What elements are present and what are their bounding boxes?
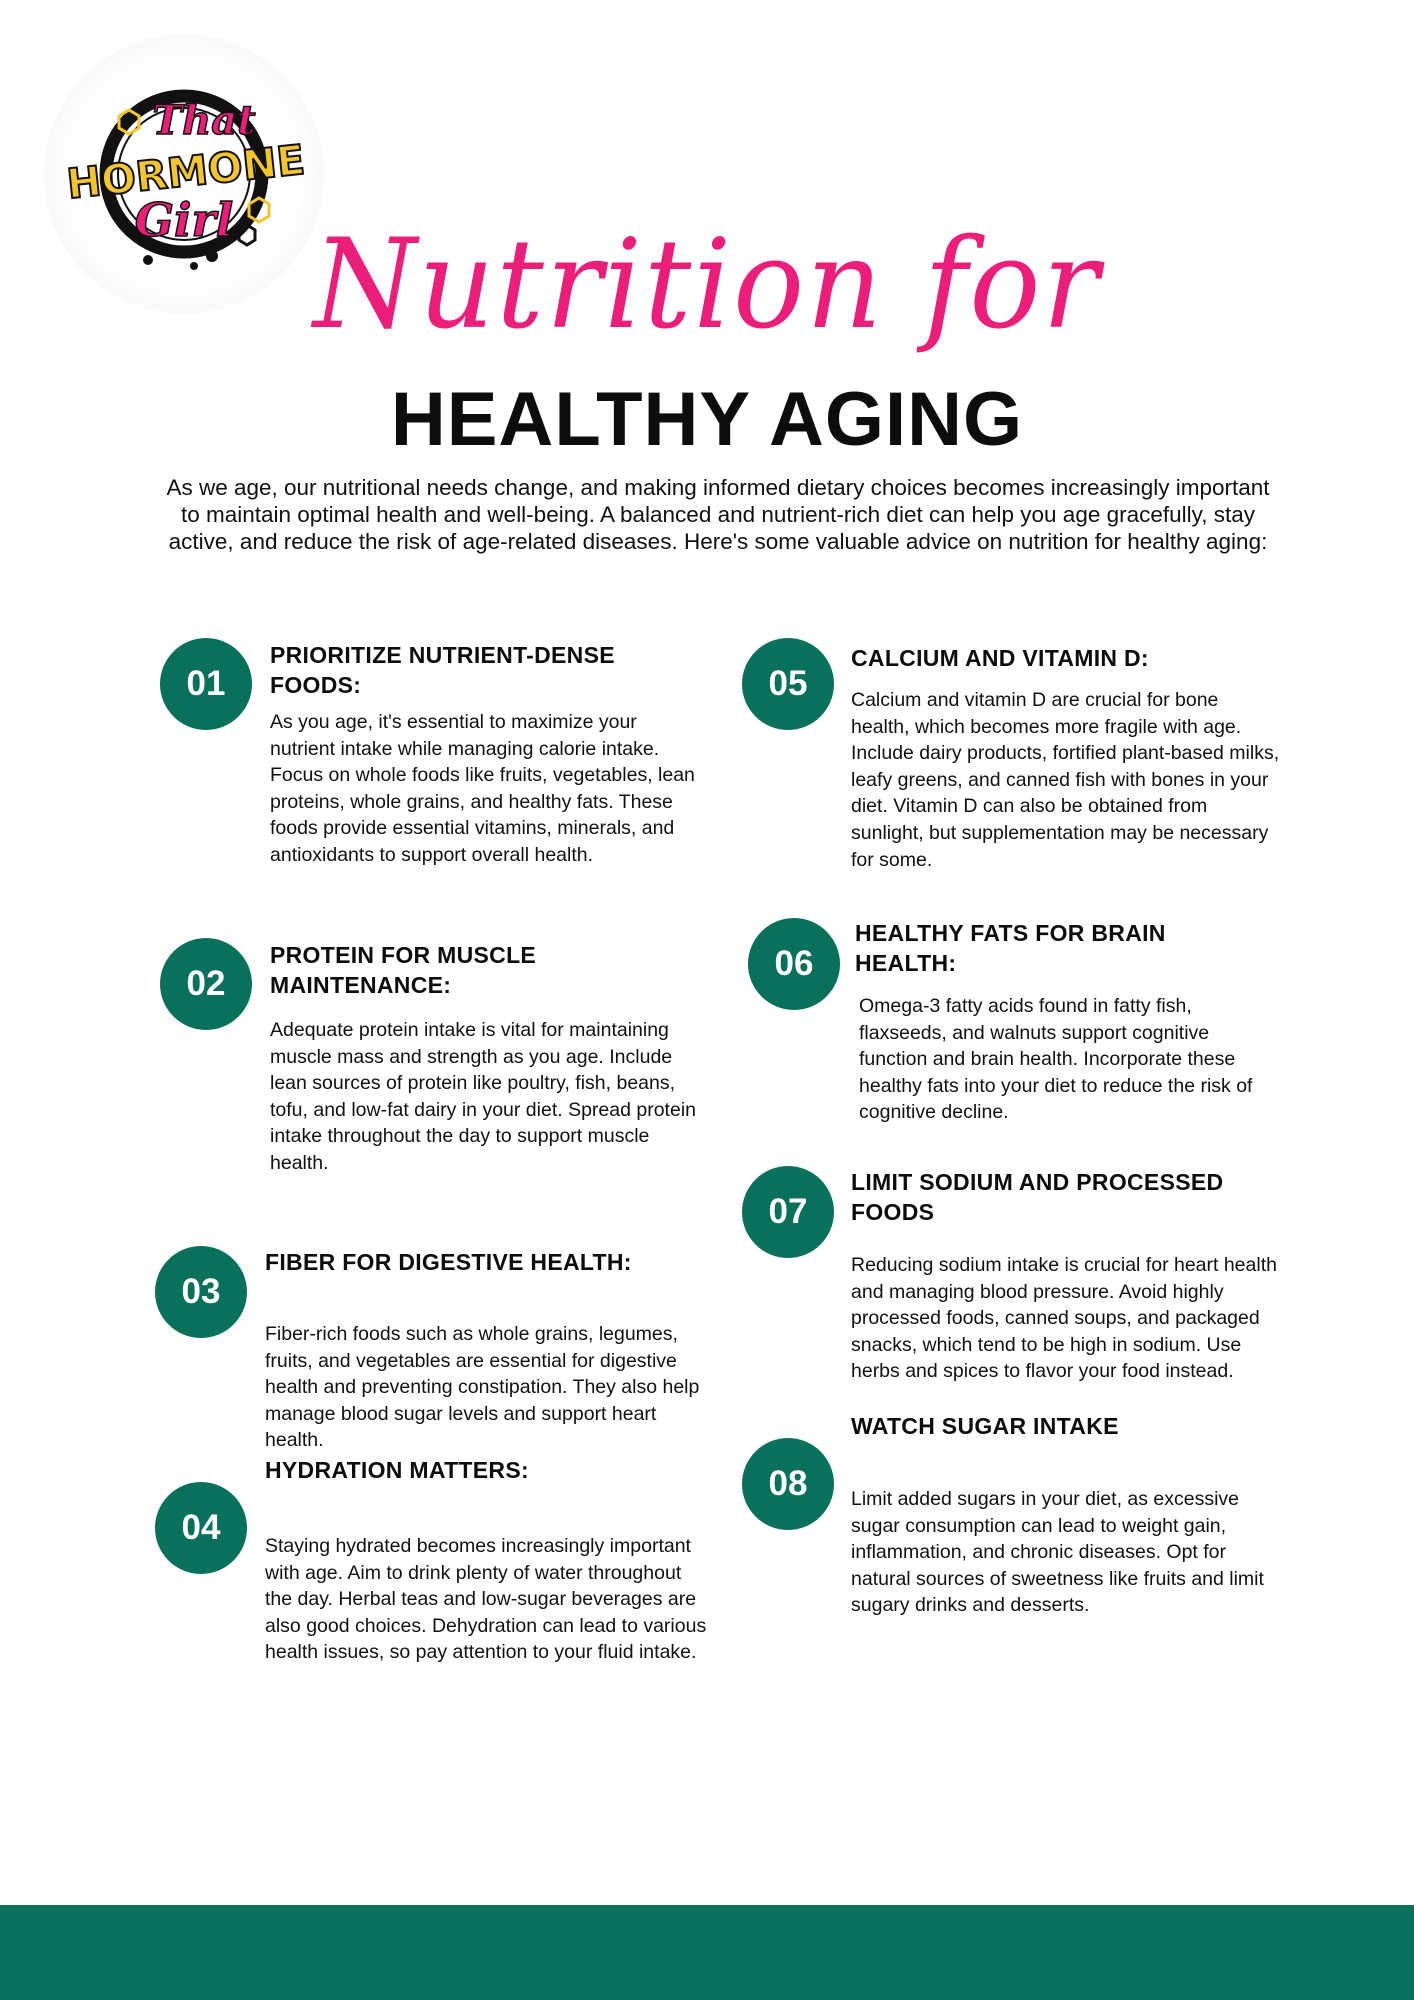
item-title: HEALTHY FATS FOR BRAIN HEALTH: — [855, 920, 1166, 976]
item-body: Staying hydrated becomes increasingly important with age. Aim to drink plenty of water throughout the day. Herbal teas and low-sugar beverages are also good choices. Dehydration can lead to various health issues, so pay attention to your fluid intake. — [265, 1535, 707, 1664]
item-title: HYDRATION MATTERS: — [265, 1457, 529, 1483]
logo-line-2: HORMONE — [64, 135, 308, 209]
item-body: As you age, it's essential to maximize your nutrient intake while managing calorie intake. Focus on whole foods like fruits, vegetables, lean proteins, whole grains, and healthy fats. These foods provide essential vitamins, minerals, and antioxidants to support overall health. — [270, 711, 695, 866]
item-title: PRIORITIZE NUTRIENT-DENSE FOODS: — [270, 642, 615, 698]
logo-line-1: That — [152, 97, 256, 144]
footer-bar — [0, 1905, 1414, 2000]
item-body: Fiber-rich foods such as whole grains, legumes, fruits, and vegetables are essential for digestive health and preventing constipation. They also help manage blood sugar levels and support heart health. — [265, 1323, 700, 1452]
logo-line-3: Girl — [134, 193, 234, 247]
item-title: CALCIUM AND VITAMIN D: — [851, 645, 1149, 671]
item-number-badge: 07 — [742, 1166, 834, 1258]
item-body: Limit added sugars in your diet, as excessive sugar consumption can lead to weight gain, inflammation, and chronic diseases. Opt for natural sources of sweetness like fruits and limit sugary drinks and desserts. — [851, 1488, 1264, 1617]
item-body: Calcium and vitamin D are crucial for bone health, which becomes more fragile with age. Include dairy products, fortified plant-based milks, leafy greens, and canned fish with bones in your diet. Vitamin D can also be obtained from sunlight, but supplementation may be necessary for some. — [851, 689, 1280, 871]
intro-paragraph: As we age, our nutritional needs change, and making informed dietary choices becomes increasingly important to maintain optimal health and well-being. A balanced and nutrient-rich diet can help you age gracefully, stay active, and reduce the risk of age-related diseases. Here's some valuable advice on nutrition for healthy aging: — [166, 475, 1270, 554]
item-title: WATCH SUGAR INTAKE — [851, 1413, 1119, 1439]
item-number-badge: 03 — [155, 1246, 247, 1338]
script-title: Nutrition for — [313, 211, 1101, 357]
item-number-badge: 04 — [155, 1482, 247, 1574]
item-number-badge: 01 — [160, 638, 252, 730]
item-title: LIMIT SODIUM AND PROCESSED FOODS — [851, 1169, 1224, 1225]
item-body: Reducing sodium intake is crucial for heart health and managing blood pressure. Avoid highly processed foods, canned soups, and packaged snacks, which tend to be high in sodium. Use herbs and spices to flavor your food instead. — [851, 1254, 1277, 1383]
item-number-badge: 08 — [742, 1438, 834, 1530]
item-title: PROTEIN FOR MUSCLE MAINTENANCE: — [270, 942, 537, 998]
item-number-badge: 02 — [160, 938, 252, 1030]
item-body: Omega-3 fatty acids found in fatty fish, flaxseeds, and walnuts support cognitive function and brain health. Incorporate these healthy fats into your diet to reduce the risk of cognitive decline. — [859, 995, 1253, 1124]
page-title: HEALTHY AGING — [390, 377, 1024, 462]
item-number-badge: 06 — [748, 918, 840, 1010]
item-title: FIBER FOR DIGESTIVE HEALTH: — [265, 1249, 632, 1275]
item-body: Adequate protein intake is vital for maintaining muscle mass and strength as you age. Include lean sources of protein like poultry, fish, beans, tofu, and low-fat dairy in your diet. Spread protein intake throughout the day to support muscle health. — [270, 1019, 696, 1174]
item-number-badge: 05 — [742, 638, 834, 730]
